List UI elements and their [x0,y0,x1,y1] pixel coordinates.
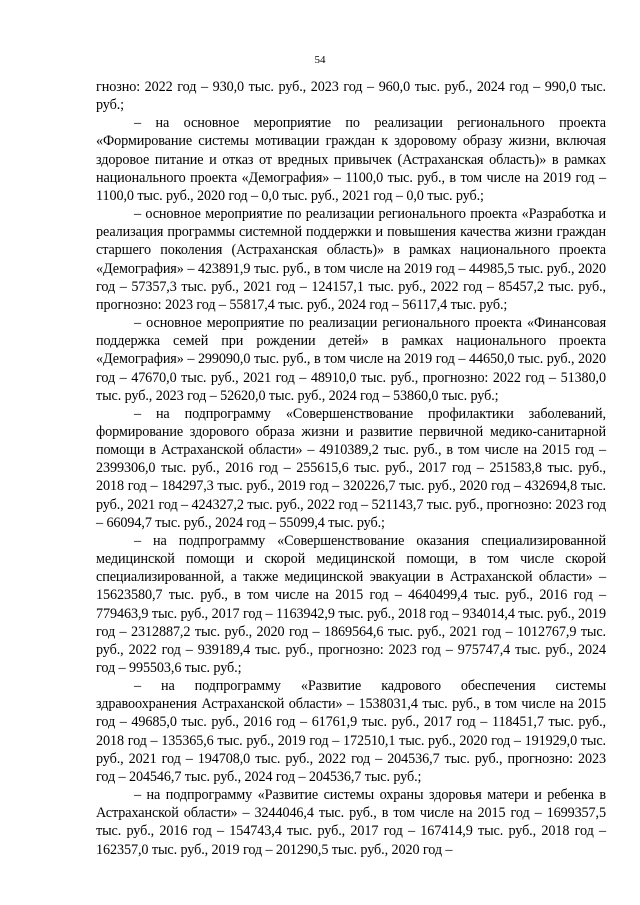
paragraph-continuation: гнозно: 2022 год – 930,0 тыс. руб., 2023 год – 960,0 тыс. руб., 2024 год – 990,0 тыс. руб.; [96,79,606,114]
paragraph-prevention-subprogram: – на подпрограмму «Совершенствование профилактики заболеваний, формирование здорового образа жизни и развитие первичной медико-санитарной помощи в Астраханской области» – 4910389,2 тыс. руб., в том числе на 2015 год – 2399306,0 тыс. руб., 2016 год – 255615,6 тыс. руб., 2017 год – 251583,8 тыс. руб., 2018 год – 184297,3 тыс. руб., 2019 год – 320226,7 тыс. руб., 2020 год – 432694,8 тыс. руб., 2021 год – 424327,2 тыс. руб., 2022 год – 521143,7 тыс. руб., прогнозно: 2023 год – 66094,7 тыс. руб., 2024 год – 55099,4 тыс. руб.; [96,405,606,531]
paragraph-motivation-project: – на основное мероприятие по реализации регионального проекта «Формирование системы мотивации граждан к здоровому образу жизни, включая здоровое питание и отказ от вредных привычек (Астраханская область)» в рамках национального проекта «Демография» – 1100,0 тыс. руб., в том числе на 2019 год – 1100,0 тыс. руб., 2020 год – 0,0 тыс. руб., 2021 год – 0,0 тыс. руб.; [96,115,606,204]
paragraph-personnel-subprogram: – на подпрограмму «Развитие кадрового обеспечения системы здравоохранения Астраханской области» – 1538031,4 тыс. руб., в том числе на 2015 год – 49685,0 тыс. руб., 2016 год – 61761,9 тыс. руб., 2017 год – 118451,7 тыс. руб., 2018 год – 135365,6 тыс. руб., 2019 год – 172510,1 тыс. руб., 2020 год – 191929,0 тыс. руб., 2021 год – 194708,0 тыс. руб., 2022 год – 204536,7 тыс. руб., прогнозно: 2023 год – 204546,7 тыс. руб., 2024 год – 204536,7 тыс. руб.; [96,678,606,785]
page-number: 54 [314,54,326,66]
paragraph-family-support-project: – основное мероприятие по реализации регионального проекта «Финансовая поддержка семей при рождении детей» в рамках национального проекта «Демография» – 299090,0 тыс. руб., в том числе на 2019 год – 44650,0 тыс. руб., 2020 год – 47670,0 тыс. руб., 2021 год – 48910,0 тыс. руб., прогнозно: 2022 год – 51380,0 тыс. руб., 2023 год – 52620,0 тыс. руб., 2024 год – 53860,0 тыс. руб.; [96,315,606,404]
document-body [96,78,606,859]
paragraph-mother-child-subprogram: – на подпрограмму «Развитие системы охраны здоровья матери и ребенка в Астраханской области» – 3244046,4 тыс. руб., в том числе на 2015 год – 1699357,5 тыс. руб., 2016 год – 154743,4 тыс. руб., 2017 год – 167414,9 тыс. руб., 2018 год – 162357,0 тыс. руб., 2019 год – 201290,5 тыс. руб., 2020 год – [96,787,606,858]
paragraph-senior-generation-project: – основное мероприятие по реализации регионального проекта «Разработка и реализация программы системной поддержки и повышения качества жизни граждан старшего поколения (Астраханская область)» в рамках национального проекта «Демография» – 423891,9 тыс. руб., в том числе на 2019 год – 44985,5 тыс. руб., 2020 год – 57357,3 тыс. руб., 2021 год – 124157,1 тыс. руб., 2022 год – 85457,2 тыс. руб., прогнозно: 2023 год – 55817,4 тыс. руб., 2024 год – 56117,4 тыс. руб.; [96,206,606,313]
paragraph-specialized-care-subprogram: – на подпрограмму «Совершенствование оказания специализированной медицинской помощи и скорой медицинской помощи, в том числе скорой специализированной, а также медицинской эвакуации в Астраханской области» – 15623580,7 тыс. руб., в том числе на 2015 год – 4640499,4 тыс. руб., 2016 год – 779463,9 тыс. руб., 2017 год – 1163942,9 тыс. руб., 2018 год – 934014,4 тыс. руб., 2019 год – 2312887,2 тыс. руб., 2020 год – 1869564,6 тыс. руб., 2021 год – 1012767,9 тыс. руб., 2022 год – 939189,4 тыс. руб., прогнозно: 2023 год – 975747,4 тыс. руб., 2024 год – 995503,6 тыс. руб.; [96,532,606,676]
